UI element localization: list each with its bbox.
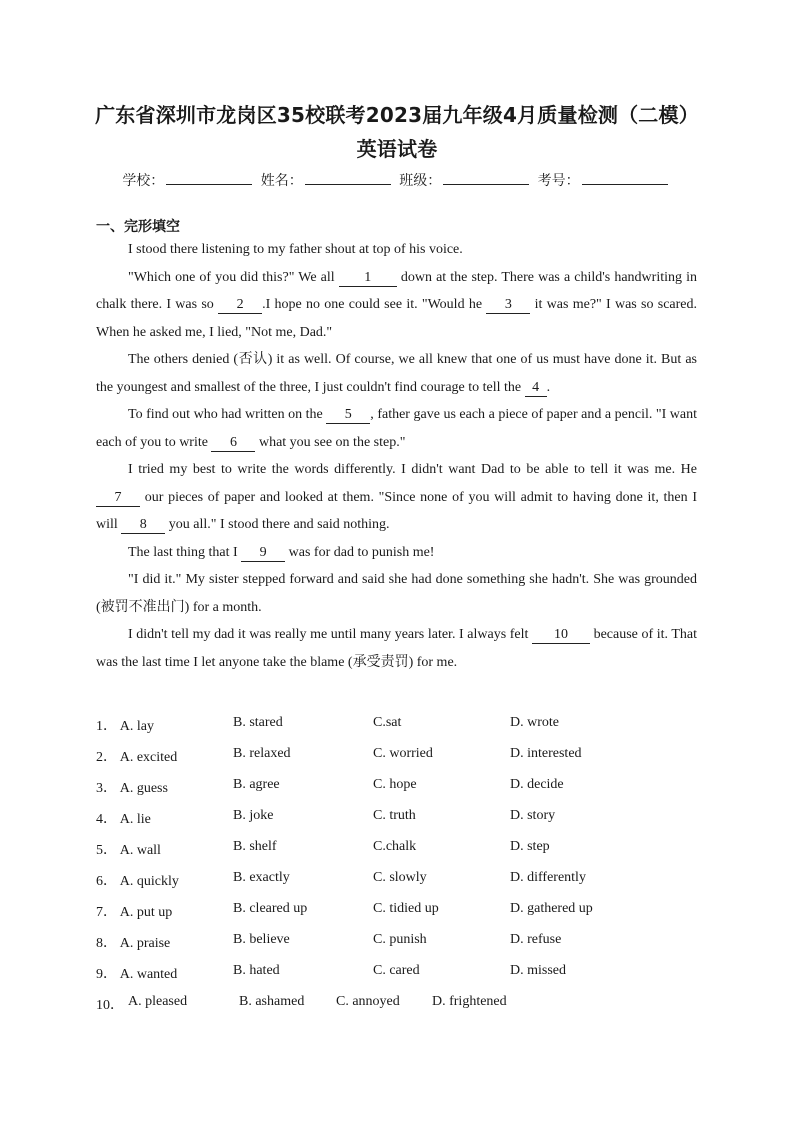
passage-text: The last thing that I bbox=[128, 544, 242, 560]
passage-text: I didn't tell my dad it was really me until many years later. I always felt bbox=[128, 627, 532, 642]
question-10-number: 10． bbox=[96, 998, 124, 1013]
blank-7[interactable]: 7 bbox=[96, 489, 140, 507]
question-4-option-d[interactable]: D. story bbox=[510, 808, 556, 823]
blank-8[interactable]: 8 bbox=[121, 516, 165, 534]
passage-text: I stood there listening to my father shout at top of his voice. bbox=[128, 242, 463, 257]
question-row-9 bbox=[96, 963, 716, 994]
passage-text: was for dad to punish me! bbox=[285, 544, 435, 560]
name-field[interactable] bbox=[305, 172, 391, 185]
option-text: A. put up bbox=[119, 905, 173, 920]
passage-paragraph bbox=[96, 264, 697, 347]
option-text: A. lie bbox=[119, 812, 151, 827]
question-row-5 bbox=[96, 839, 716, 870]
question-9-option-c[interactable]: C. cared bbox=[373, 963, 420, 978]
question-10-option-d[interactable]: D. frightened bbox=[432, 994, 507, 1009]
class-label: 班级： bbox=[399, 173, 442, 189]
question-7-option-d[interactable]: D. gathered up bbox=[510, 901, 593, 916]
question-number: 7． bbox=[96, 905, 117, 920]
question-4-option-b[interactable]: B. joke bbox=[233, 808, 274, 823]
question-row-8 bbox=[96, 932, 716, 963]
question-number: 1． bbox=[96, 719, 117, 734]
question-1-option-d[interactable]: D. wrote bbox=[510, 715, 559, 730]
passage-text: down at the step. There was a child's handwriting in chalk there. I was so bbox=[96, 269, 697, 312]
option-text: A. praise bbox=[119, 936, 171, 951]
question-10-option-c[interactable]: C. annoyed bbox=[336, 994, 400, 1009]
passage-text: . bbox=[546, 379, 551, 395]
cloze-passage bbox=[96, 236, 697, 676]
question-3-option-c[interactable]: C. hope bbox=[373, 777, 417, 792]
passage-text: you all." I stood there and said nothing. bbox=[165, 517, 390, 532]
question-9-option-a[interactable] bbox=[96, 963, 177, 983]
question-9-option-d[interactable]: D. missed bbox=[510, 963, 566, 978]
blank-2[interactable]: 2 bbox=[218, 296, 262, 314]
question-1-option-c[interactable]: C.sat bbox=[373, 715, 402, 730]
passage-paragraph bbox=[96, 346, 697, 401]
page-title: 广东省深圳市龙岗区35校联考2023届九年级4月质量检测（二模）英语试卷 bbox=[95, 103, 699, 161]
question-7-option-c[interactable]: C. tidied up bbox=[373, 901, 439, 916]
option-text: A. excited bbox=[119, 750, 178, 765]
question-7-option-b[interactable]: B. cleared up bbox=[233, 901, 308, 916]
question-row-10 bbox=[96, 994, 716, 1025]
passage-text: it was me?" I was so scared. When he asked me, I lied, "Not me, Dad." bbox=[96, 297, 698, 340]
passage-text: I tried my best to write the words differently. I didn't want Dad to be able to tell it was me. He bbox=[128, 462, 697, 477]
student-info-line bbox=[0, 170, 794, 190]
school-label: 学校： bbox=[122, 173, 165, 189]
option-text: A. wall bbox=[119, 843, 161, 858]
passage-text: "I did it." My sister stepped forward and said she had done something she hadn't. She was grounded (被罚不准出门) for a month. bbox=[96, 572, 697, 615]
passage-paragraph bbox=[96, 401, 697, 456]
passage-text: our pieces of paper and looked at them. "Since none of you will admit to having done it, then I will bbox=[96, 489, 697, 532]
blank-1[interactable]: 1 bbox=[339, 269, 397, 287]
passage-text: "Which one of you did this?" We all bbox=[128, 269, 339, 285]
school-field[interactable] bbox=[166, 172, 252, 185]
question-row-1 bbox=[96, 715, 716, 746]
question-number: 6． bbox=[96, 874, 117, 889]
option-text: A. wanted bbox=[119, 967, 178, 982]
question-2-option-a[interactable] bbox=[96, 746, 177, 766]
question-number: 4． bbox=[96, 812, 117, 827]
passage-paragraph bbox=[96, 236, 697, 264]
question-9-option-b[interactable]: B. hated bbox=[233, 963, 280, 978]
blank-9[interactable]: 9 bbox=[241, 544, 285, 562]
question-5-option-a[interactable] bbox=[96, 839, 161, 859]
question-number: 3． bbox=[96, 781, 117, 796]
passage-text: , father gave us each a piece of paper and a pencil. "I want each of you to write bbox=[96, 407, 697, 450]
question-2-option-d[interactable]: D. interested bbox=[510, 746, 582, 761]
question-5-option-d[interactable]: D. step bbox=[510, 839, 550, 854]
question-4-option-c[interactable]: C. truth bbox=[373, 808, 416, 823]
question-8-option-a[interactable] bbox=[96, 932, 170, 952]
question-8-option-c[interactable]: C. punish bbox=[373, 932, 427, 947]
question-6-option-c[interactable]: C. slowly bbox=[373, 870, 427, 885]
question-row-6 bbox=[96, 870, 716, 901]
passage-paragraph bbox=[96, 621, 697, 676]
blank-3[interactable]: 3 bbox=[486, 296, 530, 314]
passage-text: The others denied (否认) it as well. Of course, we all knew that one of us must have done it. But as the youngest and smallest of the three, I just couldn't find courage to tell the bbox=[96, 352, 697, 395]
question-number: 5． bbox=[96, 843, 117, 858]
passage-paragraph bbox=[96, 539, 697, 567]
question-number: 8． bbox=[96, 936, 117, 951]
passage-text: what you see on the step." bbox=[255, 434, 406, 450]
name-label: 姓名： bbox=[260, 173, 303, 189]
blank-5[interactable]: 5 bbox=[326, 406, 370, 424]
question-1-option-a[interactable] bbox=[96, 715, 154, 735]
answer-options bbox=[96, 715, 716, 1025]
passage-paragraph bbox=[96, 456, 697, 539]
passage-text: .I hope no one could see it. "Would he bbox=[262, 297, 487, 312]
question-1-option-b[interactable]: B. stared bbox=[233, 715, 283, 730]
passage-text: because of it. That was the last time I let anyone take the blame (承受责罚) for me. bbox=[96, 627, 698, 670]
blank-10[interactable]: 10 bbox=[532, 626, 590, 644]
question-8-option-b[interactable]: B. believe bbox=[233, 932, 290, 947]
question-6-option-d[interactable]: D. differently bbox=[510, 870, 586, 885]
question-number: 9． bbox=[96, 967, 117, 982]
question-10-option-b[interactable]: B. ashamed bbox=[239, 994, 305, 1009]
question-10-option-a[interactable]: A. pleased bbox=[128, 994, 188, 1009]
option-text: A. quickly bbox=[119, 874, 179, 889]
question-3-option-a[interactable] bbox=[96, 777, 168, 797]
question-3-option-d[interactable]: D. decide bbox=[510, 777, 564, 792]
option-text: A. guess bbox=[119, 781, 168, 796]
number-field[interactable] bbox=[582, 172, 668, 185]
blank-4[interactable]: 4 bbox=[525, 379, 547, 397]
section-heading: 一、完形填空 bbox=[96, 219, 180, 235]
question-6-option-b[interactable]: B. exactly bbox=[233, 870, 290, 885]
question-2-option-c[interactable]: C. worried bbox=[373, 746, 433, 761]
class-field[interactable] bbox=[443, 172, 529, 185]
question-3-option-b[interactable]: B. agree bbox=[233, 777, 280, 792]
question-row-7 bbox=[96, 901, 716, 932]
question-8-option-d[interactable]: D. refuse bbox=[510, 932, 562, 947]
question-5-option-b[interactable]: B. shelf bbox=[233, 839, 277, 854]
question-4-option-a[interactable] bbox=[96, 808, 151, 828]
question-row-3 bbox=[96, 777, 716, 808]
question-6-option-a[interactable] bbox=[96, 870, 179, 890]
number-label: 考号： bbox=[537, 173, 580, 189]
option-text: A. lay bbox=[119, 719, 154, 734]
question-5-option-c[interactable]: C.chalk bbox=[373, 839, 417, 854]
question-number: 2． bbox=[96, 750, 117, 765]
question-7-option-a[interactable] bbox=[96, 901, 172, 921]
passage-paragraph bbox=[96, 566, 697, 621]
question-row-4 bbox=[96, 808, 716, 839]
passage-text: To find out who had written on the bbox=[128, 407, 327, 422]
blank-6[interactable]: 6 bbox=[211, 434, 255, 452]
question-2-option-b[interactable]: B. relaxed bbox=[233, 746, 291, 761]
question-row-2 bbox=[96, 746, 716, 777]
